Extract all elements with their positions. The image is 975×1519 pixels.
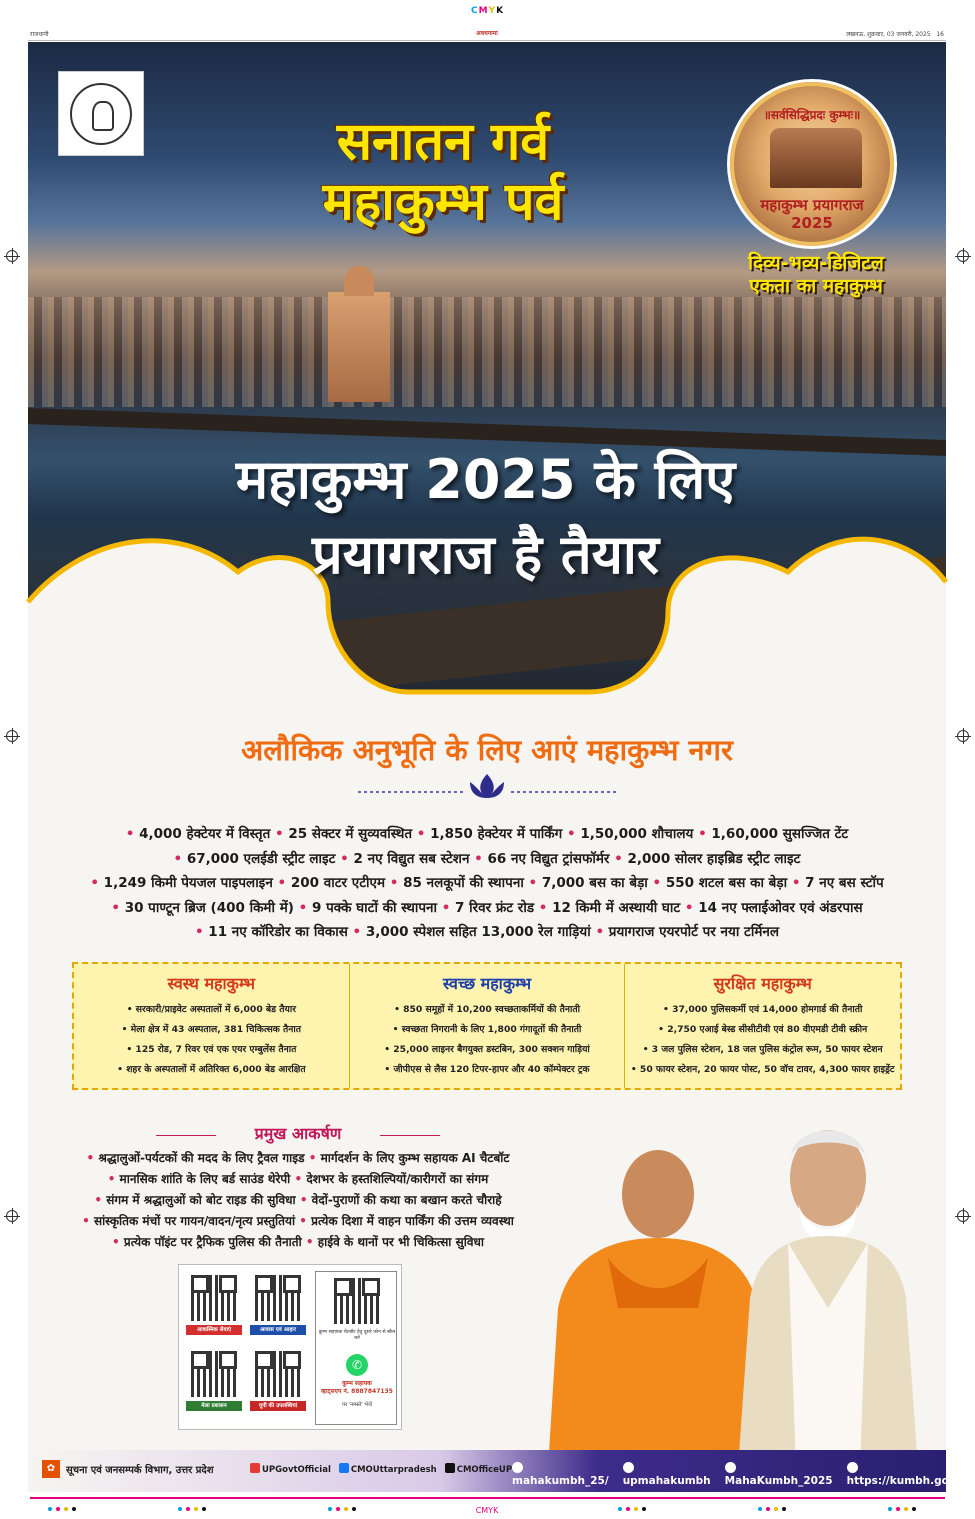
clean-list	[350, 1000, 625, 1080]
website-link[interactable]: https://kumbh.gov.in/	[847, 1462, 974, 1487]
headline-line-2: महाकुम्भ पर्व	[322, 172, 564, 232]
health-title: स्वस्थ महाकुम्भ	[167, 974, 256, 993]
youtube-link[interactable]: UPGovtOfficial	[250, 1463, 331, 1475]
qr-code-up-achievements[interactable]	[255, 1351, 301, 1397]
emblem-bottom-text: महाकुम्भ प्रयागराज 2025	[760, 196, 864, 232]
x-link[interactable]: CMOfficeUP	[445, 1463, 512, 1475]
qr-label: आकस्मिक सेवाएं	[186, 1325, 242, 1335]
subheading: अलौकिक अनुभूति के लिए आएं महाकुम्भ नगर	[241, 733, 733, 767]
whatsapp-details: कुम्भ सहायक व्हाट्सएप नं. 8887847135	[321, 1380, 393, 1395]
svg-text:CMYK: CMYK	[475, 1506, 499, 1515]
registration-mark	[957, 250, 969, 262]
footer-mahakumbh-links	[512, 1462, 974, 1487]
registration-mark	[6, 730, 18, 742]
whatsapp-chatbot-box	[315, 1271, 397, 1425]
safety-title: सुरक्षित महाकुम्भ	[713, 974, 812, 993]
leaders-photo	[488, 1108, 946, 1468]
up-govt-seal-icon	[70, 83, 132, 145]
x-icon	[725, 1462, 736, 1473]
qr-label: मेला प्रशासन	[186, 1401, 242, 1411]
clean-title: स्वच्छ महाकुम्भ	[442, 974, 532, 993]
list-item: • शहर के अस्पतालों में अतिरिक्त 6,000 बेड आरक्षित	[117, 1064, 306, 1075]
headline-line-1: सनातन गर्व	[336, 112, 550, 172]
emblem-image	[770, 128, 862, 188]
advertisement	[28, 42, 974, 1492]
facts-line: • 11 नए कॉरिडोर का विकास • 3,000 स्पेशल सहित 13,000 रेल गाड़ियां • प्रयागराज एयरपोर्ट पर नया टर्मिनल	[194, 924, 780, 940]
x-icon	[445, 1463, 455, 1473]
whatsapp-send-hint: पर 'नमस्ते' भेजें	[342, 1402, 372, 1408]
list-item: • 3 जल पुलिस स्टेशन, 18 जल पुलिस कंट्रोल रूम, 50 फायर स्टेशन	[642, 1044, 883, 1055]
list-item: • सरकारी/प्राइवेट अस्पतालों में 6,000 बेड तैयार	[126, 1004, 296, 1015]
facts-line: • 67,000 एलईडी स्ट्रीट लाइट • 2 नए विद्युत सब स्टेशन • 66 नए विद्युत ट्रांसफॉर्मर • 2,000 सोलर हाइब्रिड स्ट्रीट लाइट	[173, 850, 801, 867]
list-item: • 2,750 एआई बेस्ड सीसीटीवी एवं 80 वीएमडी टीवी स्क्रीन	[658, 1024, 868, 1035]
facts-line: • 1,249 किमी पेयजल पाइपलाइन • 200 वाटर एटीएम • 85 नलकूपों की स्थापना • 7,000 बस का बेड़ा • 550 शटल बस का बेड़ा • 7 नए बस स्टॉप	[90, 875, 884, 891]
health-list	[74, 1000, 349, 1080]
facts-list	[48, 822, 926, 945]
youtube-icon	[250, 1463, 260, 1473]
list-item: • 850 समूहों में 10,200 स्वच्छताकर्मियों की तैनाती	[394, 1004, 580, 1015]
list-item: • मानसिक शांति के लिए बर्ड साउंड थेरेपी • देशभर के हस्तशिल्पियों/कारीगरों का संगम	[107, 1172, 489, 1186]
instagram-icon	[512, 1462, 523, 1473]
attractions-list	[38, 1148, 558, 1253]
footer-social-links	[250, 1463, 512, 1475]
qr-code-whatsapp[interactable]	[334, 1278, 380, 1324]
masthead-paper-name: अवधनामा	[476, 30, 498, 37]
list-item: • 125 रोड, 7 रिवर एवं एक एयर एम्बुलेंस तैनात	[126, 1044, 297, 1055]
facebook-link[interactable]: CMOUttarpradesh	[339, 1463, 437, 1475]
registration-mark	[6, 1210, 18, 1222]
hero-title-line-2: प्रयागराज है तैयार	[311, 523, 660, 586]
facebook-icon	[339, 1463, 349, 1473]
qr-label: आवास एवं आहार	[250, 1325, 306, 1335]
hero-title-line-1: महाकुम्भ 2025 के लिए	[235, 448, 736, 511]
safety-column	[624, 964, 900, 1088]
x-link[interactable]: MahaKumbh_2025	[725, 1462, 833, 1487]
globe-icon	[847, 1462, 858, 1473]
list-item: • प्रत्येक पॉइंट पर ट्रैफिक पुलिस की तैनाती • हाईवे के थानों पर भी चिकित्सा सुविधा	[112, 1235, 484, 1249]
qr-label: यूपी की उपलब्धियां	[250, 1401, 306, 1411]
list-item: • 50 फायर स्टेशन, 20 फायर पोस्ट, 50 वॉच टावर, 4,300 फायर हाइड्रेंट	[630, 1064, 895, 1075]
qr-code-emergency[interactable]	[191, 1275, 237, 1321]
list-item: • संगम में श्रद्धालुओं को बोट राइड की सुविधा • वेदों-पुराणों की कथा का बखान करते चौराहे	[94, 1193, 502, 1207]
registration-mark	[957, 1210, 969, 1222]
tagline: दिव्य-भव्य-डिजिटल एकता का महाकुम्भ	[748, 252, 884, 297]
list-item: • सांस्कृतिक मंचों पर गायन/वादन/नृत्य प्रस्तुतियां • प्रत्येक दिशा में वाहन पार्किंग की उत्तम व्यवस्था	[82, 1214, 514, 1228]
feature-boxes	[72, 962, 902, 1090]
facts-line: • 30 पाण्टून ब्रिज (400 किमी में) • 9 पक्के घाटों की स्थापना • 7 रिवर फ्रंट रोड • 12 किमी में अस्थायी घाट • 14 नए फ्लाईओवर एवं अंडरपास	[111, 899, 863, 916]
facts-line: • 4,000 हेक्टेयर में विस्तृत • 25 सेक्टर में सुव्यवस्थित • 1,850 हेक्टेयर में पार्किंग • 1,50,000 शौचालय • 1,60,000 सुसज्जित टेंट	[125, 826, 849, 842]
registration-mark	[957, 730, 969, 742]
attractions-title: प्रमुख आकर्षण	[218, 1122, 378, 1148]
qr-code-stay[interactable]	[255, 1275, 301, 1321]
dept-logo-icon: ✿	[42, 1460, 60, 1478]
list-item: • श्रद्धालुओं-पर्यटकों की मदद के लिए ट्रैवल गाइड • मार्गदर्शन के लिए कुम्भ सहायक AI चैटबॉट	[86, 1151, 510, 1165]
mahakumbh-emblem	[730, 82, 894, 246]
footer-department: ✿ सूचना एवं जनसम्पर्क विभाग, उत्तर प्रदेश	[42, 1460, 214, 1478]
health-column	[74, 964, 349, 1088]
registration-mark	[6, 250, 18, 262]
hero-title	[123, 442, 848, 592]
lotus-ornament	[358, 770, 616, 804]
list-item: • मेला क्षेत्र में 43 अस्पताल, 381 चिकित्सक तैनात	[121, 1024, 301, 1035]
cmyk-mark-top: CMYK	[470, 6, 505, 16]
newspaper-masthead-strip	[28, 27, 946, 41]
qr-code-mela-admin[interactable]	[191, 1351, 237, 1397]
qr-code-panel	[178, 1264, 402, 1430]
emblem-top-text: ॥सर्वसिद्धिप्रदः कुम्भः॥	[763, 108, 861, 122]
facebook-icon	[623, 1462, 634, 1473]
safety-list	[625, 1000, 900, 1080]
instagram-link[interactable]: mahakumbh_25/	[512, 1462, 609, 1487]
clean-column	[349, 964, 625, 1088]
list-item: • जीपीएस से लैस 120 टिपर-हापर और 40 कॉम्पेक्टर ट्रक	[384, 1064, 590, 1075]
facebook-link[interactable]: upmahakumbh	[623, 1462, 711, 1487]
up-govt-logo	[58, 71, 144, 156]
masthead-section: राजधानी	[30, 31, 49, 38]
list-item: • स्वच्छता निगरानी के लिए 1,800 गंगादूतों की तैनाती	[392, 1024, 582, 1035]
list-item: • 25,000 लाइनर बैगयुक्त डस्टबिन, 300 सक्शन गाड़ियां	[384, 1044, 590, 1055]
main-headline	[233, 112, 653, 232]
masthead-date: लखनऊ, शुक्रवार, 03 जनवरी, 2025 16	[846, 31, 944, 38]
list-item: • 37,000 पुलिसकर्मी एवं 14,000 होमगार्ड की तैनाती	[663, 1004, 863, 1015]
whatsapp-icon: ✆	[346, 1354, 368, 1376]
whatsapp-hint: कुम्भ सहायक चैटबॉट हेतु दूसरे फोन से स्कैन करें	[318, 1330, 396, 1341]
color-calibration-strip	[0, 1495, 975, 1519]
